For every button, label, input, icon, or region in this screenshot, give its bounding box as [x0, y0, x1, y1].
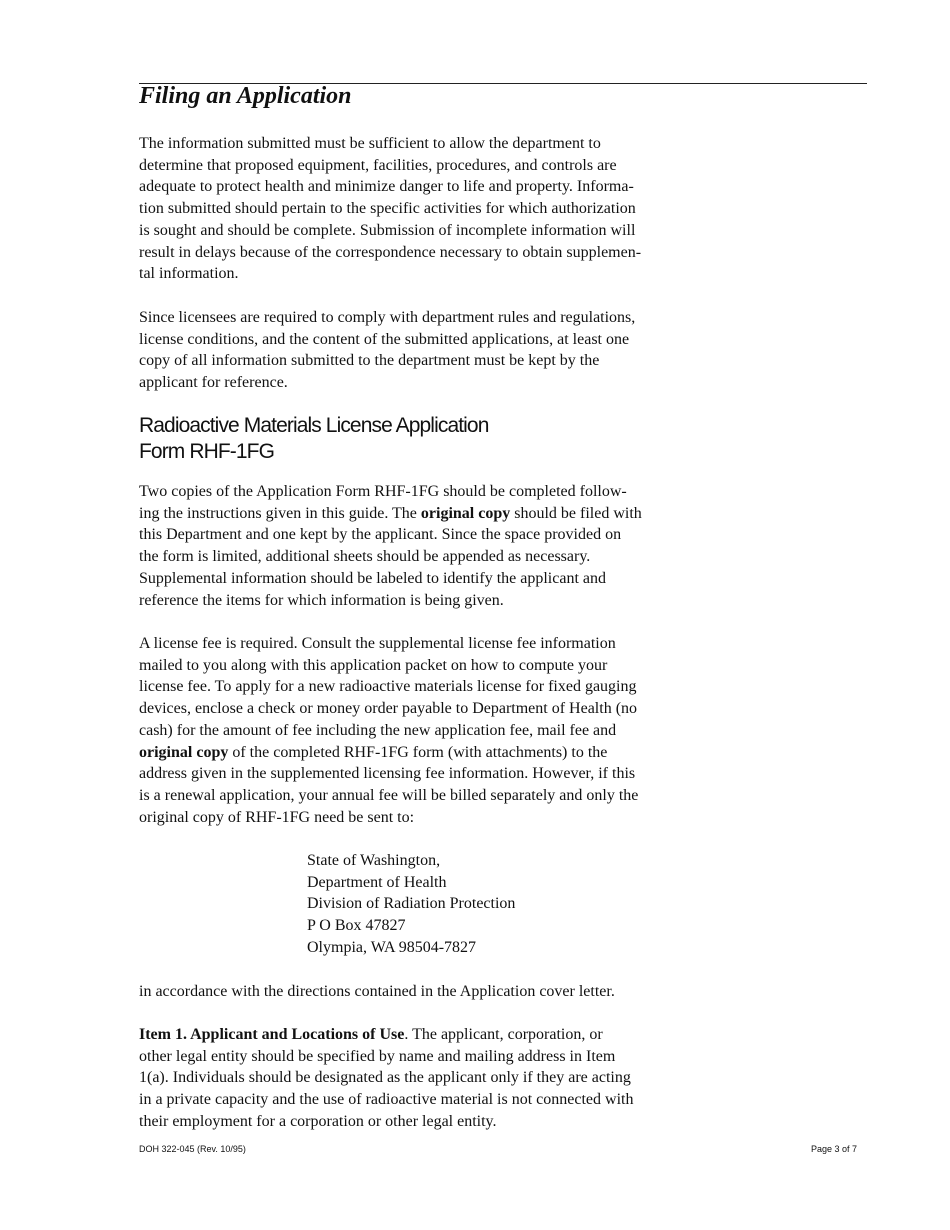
text-line: adequate to protect health and minimize danger to life and property. Informa- [139, 178, 634, 196]
text-line: is sought and should be complete. Submission of incomplete information will [139, 221, 636, 239]
address-line: P O Box 47827 [307, 917, 406, 935]
text-line: Supplemental information should be labeled to identify the applicant and [139, 569, 606, 587]
paragraph-information-requirements [139, 133, 684, 285]
paragraph-license-fee [139, 633, 684, 828]
text-line [139, 503, 684, 525]
text-line: license fee. To apply for a new radioactive materials license for fixed gauging [139, 678, 637, 696]
section-heading-license-application [139, 413, 488, 465]
text-line: original copy of RHF-1FG need be sent to: [139, 808, 415, 826]
text-line: The information submitted must be sufficient to allow the department to [139, 135, 601, 152]
address-line: Olympia, WA 98504-7827 [307, 938, 477, 956]
text-line: is a renewal application, your annual fee will be billed separately and only the [139, 786, 639, 804]
footer-page-number: Page 3 of 7 [810, 1144, 857, 1154]
footer-form-number: DOH 322-045 (Rev. 10/95) [139, 1144, 246, 1154]
text-line: Two copies of the Application Form RHF-1FG should be completed follow- [139, 483, 627, 500]
text-line: other legal entity should be specified by name and mailing address in Item [139, 1047, 616, 1065]
text-line [139, 742, 684, 764]
text-line: mailed to you along with this application packet on how to compute your [139, 656, 608, 674]
text-line: devices, enclose a check or money order payable to Department of Health (no [139, 700, 638, 718]
item-1-heading: Item 1. Applicant and Locations of Use [139, 1026, 405, 1043]
text-line: in accordance with the directions contained in the Application cover letter. [139, 983, 615, 1000]
text-line: their employment for a corporation or other legal entity. [139, 1112, 497, 1130]
text-run: should be filed with [510, 504, 642, 522]
text-line: cash) for the amount of fee including the new application fee, mail fee and [139, 721, 617, 739]
text-line: in a private capacity and the use of radioactive material is not connected with [139, 1091, 634, 1109]
mailing-address [307, 850, 515, 959]
address-line: State of Washington, [307, 852, 441, 869]
text-line: this Department and one kept by the applicant. Since the space provided on [139, 526, 622, 544]
text-line [139, 1024, 684, 1046]
section-heading-line: Form RHF-1FG [139, 440, 275, 463]
paragraph-item-1 [139, 1024, 684, 1133]
address-line: Department of Health [307, 873, 447, 891]
text-run: of the completed RHF-1FG form (with attachments) to the [228, 743, 608, 761]
text-line: 1(a). Individuals should be designated as the applicant only if they are acting [139, 1069, 631, 1087]
text-line: address given in the supplemented licensing fee information. However, if this [139, 765, 636, 783]
paragraph-application-copies [139, 481, 684, 611]
text-run: ing the instructions given in this guide. The [139, 504, 421, 522]
text-line: tion submitted should pertain to the specific activities for which authorization [139, 200, 636, 218]
text-line: result in delays because of the correspondence necessary to obtain supplemen- [139, 243, 642, 261]
section-heading-line: Radioactive Materials License Application [139, 414, 489, 437]
text-line: A license fee is required. Consult the supplemental license fee information [139, 635, 616, 652]
text-line: Since licensees are required to comply with department rules and regulations, [139, 309, 636, 326]
bold-text: original copy [420, 504, 511, 522]
text-line: tal information. [139, 265, 239, 283]
page-title: Filing an Application [139, 83, 352, 109]
paragraph-directions [139, 981, 684, 1003]
bold-text: original copy [139, 743, 229, 761]
text-line: determine that proposed equipment, facilities, procedures, and controls are [139, 156, 617, 174]
text-line: the form is limited, additional sheets should be appended as necessary. [139, 548, 591, 566]
text-run: . The applicant, corporation, or [404, 1026, 603, 1043]
text-line: reference the items for which information is being given. [139, 591, 504, 609]
address-line: Division of Radiation Protection [307, 895, 516, 913]
text-line: license conditions, and the content of the submitted applications, at least one [139, 330, 630, 348]
text-line: copy of all information submitted to the department must be kept by the [139, 352, 600, 370]
paragraph-record-keeping [139, 307, 684, 394]
text-line: applicant for reference. [139, 374, 288, 392]
